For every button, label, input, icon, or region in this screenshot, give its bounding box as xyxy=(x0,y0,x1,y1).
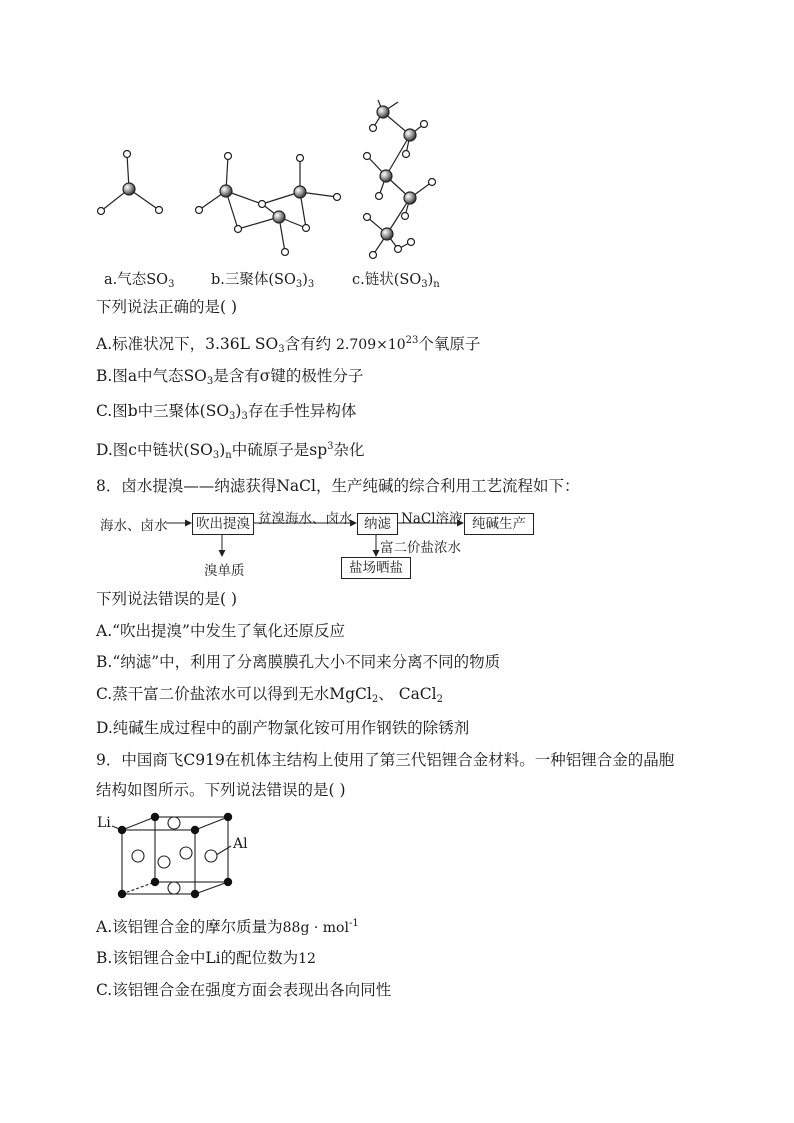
q9-option-b[interactable]: B.该铝锂合金中Li的配位数为12 xyxy=(96,949,316,967)
q8-stem: 8．卤水提溴——纳滤获得NaCl，生产纯碱的综合利用工艺流程如下： xyxy=(96,477,580,495)
flow-box-bromine-extraction: 吹出提溴 xyxy=(192,513,254,535)
q7-option-c[interactable]: C.图b中三聚体$(SO_3)_3$存在手性异构体 xyxy=(96,402,357,422)
flow-down1-label: 溴单质 xyxy=(204,563,245,579)
q9-stem-line1: 9．中国商飞C919在机体主结构上使用了第三代铝锂合金材料。一种铝锂合金的晶胞 xyxy=(96,751,675,769)
flow-down2-label: 富二价盐浓水 xyxy=(380,540,461,556)
flow-box-soda-production: 纯碱生产 xyxy=(464,513,534,535)
flow-box-nanofiltration: 纳滤 xyxy=(357,513,398,535)
q9-option-c[interactable]: C.该铝锂合金在强度方面会表现出各向同性 xyxy=(96,981,392,999)
flow-arrow2-label: NaCl溶液 xyxy=(401,511,463,527)
unit-cell-label-li: Li xyxy=(97,815,111,831)
q9-option-a[interactable]: A.该铝锂合金的摩尔质量为88g · mol$^{-1}$ xyxy=(96,918,359,936)
unit-cell-label-al: Al xyxy=(233,836,248,852)
q9-stem-line2: 结构如图所示。下列说法错误的是( ) xyxy=(96,781,346,799)
q7-option-d[interactable]: D.图c中链状$(SO_3)_n$中硫原子是$sp^3$杂化 xyxy=(96,441,365,461)
unit-cell-diagram xyxy=(94,810,264,905)
flow-arrow1-label: 贫溴海水、卤水 xyxy=(258,511,353,527)
q8-option-b[interactable]: B.“纳滤”中，利用了分离膜膜孔大小不同来分离不同的物质 xyxy=(96,653,501,671)
flow-input-label: 海水、卤水 xyxy=(100,518,168,534)
caption-b: b.三聚体$(SO_3)_3$ xyxy=(211,272,315,290)
caption-a: a.气态$SO_3$ xyxy=(104,272,175,290)
q8-option-c[interactable]: C.蒸干富二价盐浓水可以得到无水MgCl$_2$、 CaCl$_2$ xyxy=(96,685,443,705)
flow-box-salt-drying: 盐场晒盐 xyxy=(341,557,411,579)
caption-c: c.链状$(SO_3)_n$ xyxy=(352,272,440,290)
q7-option-a[interactable]: A.标准状况下，3.36L $SO_3$含有约 $2.709\times 10^{23}$个氧原子 xyxy=(96,335,481,355)
q7-stem: 下列说法正确的是( ) xyxy=(96,298,238,316)
q7-option-b[interactable]: B.图a中气态$SO_3$是含有σ键的极性分子 xyxy=(96,367,364,387)
q8-option-a[interactable]: A.“吹出提溴”中发生了氧化还原反应 xyxy=(96,622,345,640)
q8-stem2: 下列说法错误的是( ) xyxy=(96,590,238,608)
q8-option-d[interactable]: D.纯碱生成过程中的副产物氯化铵可用作钢铁的除锈剂 xyxy=(96,719,470,737)
